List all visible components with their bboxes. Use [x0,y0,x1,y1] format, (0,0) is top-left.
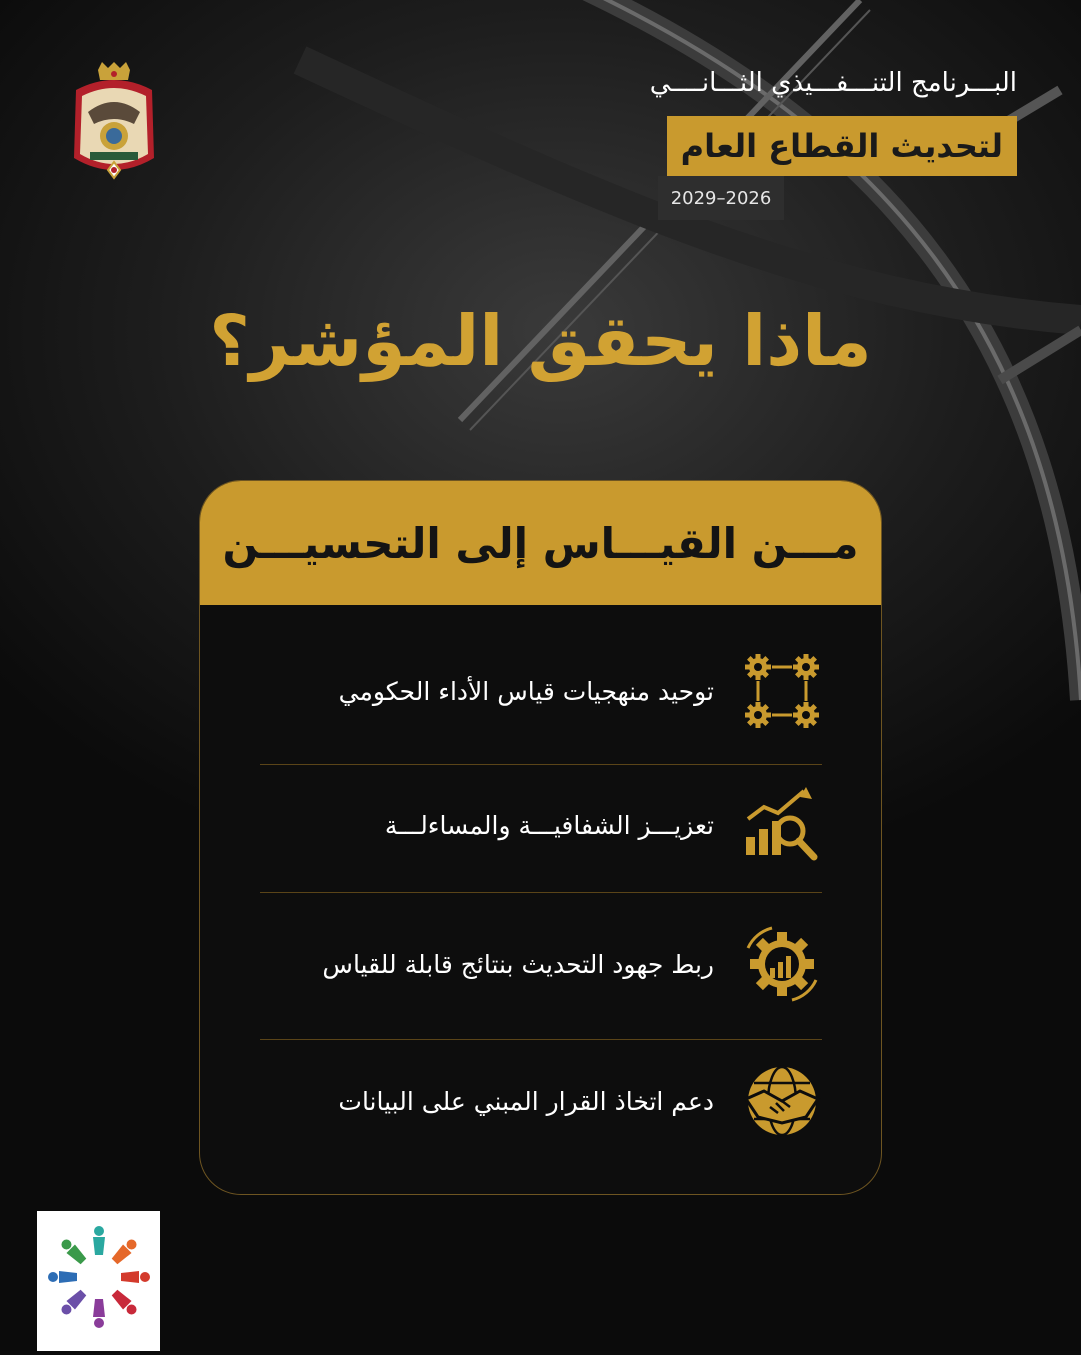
list-item-label: توحيد منهجيات قياس الأداء الحكومي [338,676,714,706]
list-item [260,651,822,731]
years-label: 2029–2026 [670,187,772,209]
program-subtitle: البـــرنامج التنـــفـــيذي الثـــانــــي [649,68,1017,98]
modernization-logo-icon [37,1211,160,1351]
list-item [260,1061,822,1141]
divider [260,892,822,893]
card-header [200,481,881,605]
jordan-coat-of-arms-icon [68,62,160,184]
divider [260,764,822,765]
list-item-label: تعزيـــز الشفافيـــة والمساءلـــة [384,810,714,840]
list-item-label: ربط جهود التحديث بنتائج قابلة للقياس [322,949,714,979]
list-item [260,924,822,1004]
network-gears-icon [742,651,822,731]
growth-analysis-icon [742,785,822,865]
main-question-heading: ماذا يحقق المؤشر؟ [209,300,872,382]
info-card [199,480,882,1195]
card-heading: مـــن القيـــاس إلى التحسيـــن [222,518,859,568]
years-badge [658,176,784,220]
program-title-box [667,116,1017,176]
globe-handshake-icon [742,1061,822,1141]
gear-chart-icon [742,924,822,1004]
list-item [260,785,822,865]
program-title: لتحديث القطاع العام [680,127,1003,165]
list-item-label: دعم اتخاذ القرار المبني على البيانات [338,1086,714,1116]
partner-logo-box [37,1211,160,1351]
divider [260,1039,822,1040]
